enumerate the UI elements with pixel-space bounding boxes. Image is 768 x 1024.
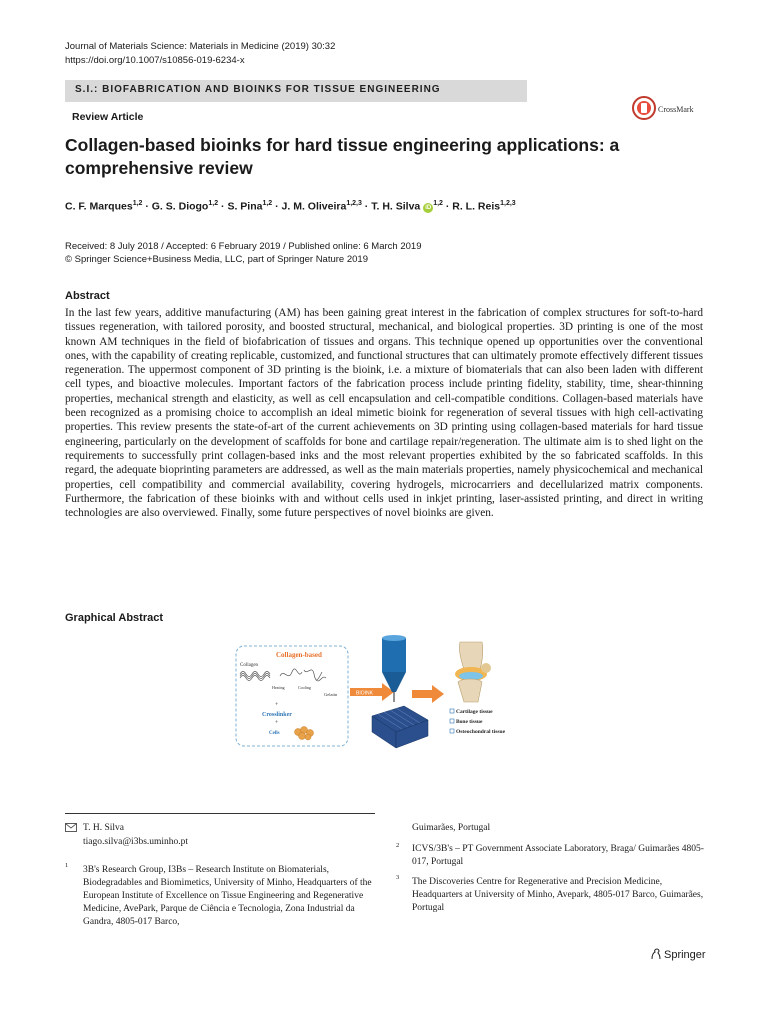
article-title: Collagen-based bioinks for hard tissue engineering applications: a comprehensive review	[65, 135, 620, 178]
checkbox-icon	[450, 709, 454, 713]
author-separator: ·	[142, 200, 152, 213]
author-name[interactable]: S. Pina	[227, 200, 263, 213]
tissue-cartilage: Cartilage tissue	[456, 709, 493, 715]
author-separator: ·	[218, 200, 228, 213]
ga-box-title: Collagen-based	[276, 651, 322, 659]
graphical-abstract-heading: Graphical Abstract	[65, 612, 164, 624]
affiliation-2-number: 2	[396, 842, 400, 849]
affiliation-1: 3B's Research Group, I3Bs – Research Institute on Biomaterials, Biodegradables and Biomimetics, University of Minho, Headquarters of the European Institute of Excellence on Tissue Engineering and Regenerative Medicine, AvePark, Parque de Ciência e Tecnologia, Zona Industrial da Gandra, 4805-017 Barco,	[83, 865, 372, 927]
doi-link[interactable]: https://doi.org/10.1007/s10856-019-6234-x	[65, 55, 245, 66]
journal-citation: Journal of Materials Science: Materials in Medicine (2019) 30:32	[65, 41, 336, 52]
special-issue-label: S.I.: BIOFABRICATION AND BIOINKS FOR TISSUE ENGINEERING	[75, 84, 441, 95]
collagen-helix-icon	[240, 672, 270, 681]
ga-plus-2: +	[275, 720, 279, 726]
ga-cells-label: Cells	[269, 731, 280, 736]
author-name[interactable]: G. S. Diogo	[151, 200, 209, 213]
ga-bioink-label: BIOINK	[356, 690, 373, 697]
special-issue-banner	[65, 80, 527, 102]
checkbox-icon	[450, 729, 454, 733]
knee-joint-icon	[455, 642, 491, 702]
printed-scaffold-icon	[372, 706, 428, 748]
tissue-osteochondral: Osteochondral tissue	[456, 729, 506, 735]
affiliation-2: ICVS/3B's – PT Government Associate Laboratory, Braga/ Guimarães 4805-017, Portugal	[412, 844, 704, 867]
gelatin-strands-icon	[280, 669, 326, 681]
affiliation-3-number: 3	[396, 874, 400, 881]
author-affiliation-marker: 1,2,3	[500, 200, 516, 207]
author-affiliation-marker: 1,2	[433, 200, 443, 207]
svg-text:CrossMark: CrossMark	[658, 105, 694, 114]
footnote-divider	[65, 813, 375, 814]
checkbox-icon	[450, 719, 454, 723]
envelope-icon	[65, 823, 77, 832]
ga-cooling-label: Cooling	[298, 685, 311, 690]
crossmark-logo[interactable]	[632, 95, 712, 121]
article-type: Review Article	[72, 111, 144, 123]
author-separator: ·	[442, 200, 453, 213]
ga-gelatin-label: Gelatin	[324, 692, 338, 697]
author-name[interactable]: J. M. Oliveira	[281, 200, 347, 213]
tissue-list	[450, 709, 506, 735]
corresponding-author-name: T. H. Silva	[83, 823, 124, 833]
abstract-heading: Abstract	[65, 290, 110, 302]
author-separator: ·	[361, 200, 372, 213]
cells-icon	[295, 727, 314, 741]
ga-crosslinker-label: Crosslinker	[262, 712, 292, 718]
orcid-icon[interactable]: iD	[425, 204, 432, 211]
author-affiliation-marker: 1,2	[208, 200, 219, 207]
tissue-arrow	[412, 685, 444, 703]
ga-heating-label: Heating	[272, 685, 285, 690]
affiliation-1-continued: Guimarães, Portugal	[412, 823, 491, 833]
graphical-abstract-figure	[232, 634, 542, 754]
publisher-logo	[650, 948, 706, 961]
author-name[interactable]: C. F. Marques	[65, 200, 133, 213]
corresponding-author-email[interactable]: tiago.silva@i3bs.uminho.pt	[83, 837, 189, 847]
author-affiliation-marker: 1,2	[262, 200, 273, 207]
ga-collagen-label: Collagen	[240, 663, 259, 668]
journal-header	[65, 40, 335, 68]
publisher-name: Springer	[664, 949, 706, 961]
author-list	[65, 200, 725, 213]
tissue-bone: Bone tissue	[456, 719, 483, 725]
abstract-text: In the last few years, additive manufacturing (AM) has been gaining great interest in the fabrication of complex structures for soft-to-hard tissues regeneration, with tailored porosity, and boosted structural, mechanical, and biological properties. 3D printing is one of the most known AM techniques in the field of biofabrication of tissues and organs. This technique opened up opportunities over the conventional ones, with the capability of creating replicable, customized, and functional structures that can ultimately promote effectively different tissues regeneration. The uppermost component of 3D printing is the bioink, i.e. a mixture of biomaterials that can also been laden with different cell types, and bioactive molecules. Important factors of the fabrication process include printing fidelity, stability, time, shear-thinning properties, mechanical strength and elasticity, as well as cell encapsulation and cell-compatible conditions. Collagen-based materials have been recognized as a promising choice to accomplish an ideal mimetic bioink for regeneration of several tissues with high cell-activating properties. This review presents the state-of-art of the current achievements on 3D printing using collagen-based materials for hard tissue engineering, particularly on the development of scaffolds for bone and cartilage repair/regeneration. The ultimate aim is to shed light on the requirements to successfully print collagen-based inks and the most relevant properties exhibited by the so fabricated scaffolds. In this regard, the adequate bioprinting parameters are addressed, as well as the main materials properties, namely physicochemical and mechanical properties, cell compatibility and commercial availability, covering hydrogels, microcarriers and decellularized matrix components. Furthermore, the fabrication of these bioinks with and without cells used in inkjet printing, laser-assisted printing, and direct in writing technologies are also overviewed. Finally, some future perspectives of novel bioinks are given.	[65, 307, 703, 520]
affiliation-3: The Discoveries Centre for Regenerative and Precision Medicine, Headquarters at University of Minho, Avepark, 4805-017 Barco, Guimarães, Portugal	[412, 877, 704, 913]
publication-dates	[65, 241, 421, 266]
author-affiliation-marker: 1,2,3	[346, 200, 362, 207]
dates-line: Received: 8 July 2018 / Accepted: 6 February 2019 / Published online: 6 March 2019	[65, 241, 422, 252]
copyright-line: © Springer Science+Business Media, LLC, part of Springer Nature 2019	[65, 253, 368, 265]
springer-horse-icon	[650, 948, 661, 960]
affiliation-1-number: 1	[65, 862, 69, 869]
author-affiliation-marker: 1,2	[132, 200, 143, 207]
author-separator: ·	[272, 200, 282, 213]
author-name[interactable]: R. L. Reis	[452, 200, 501, 213]
crossmark-icon	[632, 95, 712, 121]
author-name[interactable]: T. H. Silva	[371, 200, 421, 213]
ga-plus-1: +	[275, 702, 279, 708]
